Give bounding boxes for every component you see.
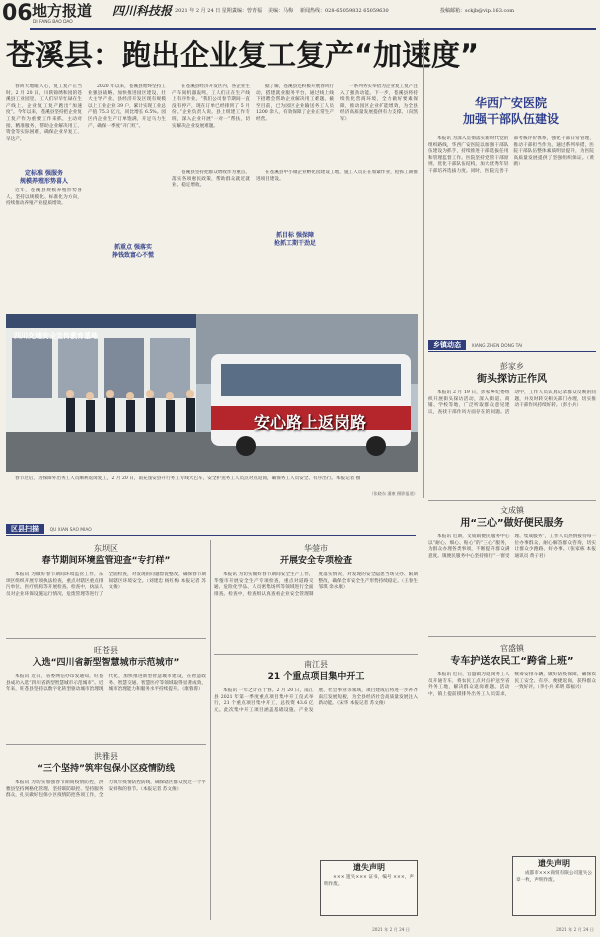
notice-text-right: 成都市×××商贸有限公司遗失公章一枚，声明作废。 xyxy=(516,871,592,883)
contact-email: 投稿邮箱：sckjb@vip.163.com xyxy=(440,8,515,14)
peng-kicker: 彭家乡 xyxy=(500,362,524,371)
section-title: 地方报道 xyxy=(32,2,93,20)
news-photo xyxy=(6,314,418,472)
lead-article-col4: 据了解，苍溪县还积极开展春风行动，搭建就业服务平台，通过线上线下招聘会帮助企业解决用工难题。截至目前，已为园区企业输送务工人员 1200 余人，有效保障了企业正常生产经营。 xyxy=(256,84,334,122)
notice-box-right xyxy=(512,856,596,916)
lead-subhead-3: 抓目标 强保障 抢抓工期干劲足 xyxy=(273,232,316,247)
wangcang-kicker: 旺苍县 xyxy=(94,646,118,655)
notice-title-right: 遗失声明 xyxy=(538,859,570,868)
lead-headline: 苍溪县：跑出企业复工复产“加速度” xyxy=(6,38,480,72)
guansheng-title: 专车护送农民工“跨省上班” xyxy=(450,656,574,667)
town-news-header xyxy=(428,340,596,352)
section-title-en: DI FANG BAO DAO xyxy=(33,20,73,25)
lead-subhead-1: 定标准 强服务 规模养殖形势喜人 xyxy=(19,170,68,185)
lead-article-col3: 在苍溪县经济开发区内，各企业生产车间机器轰鸣，工人们正在生产线上有序作业。“我们公司春节期间一直没有停产，现在订单已经排到了 5 月份。”企业负责人说。县上组建工作专班，深入企业开展“一对一”帮扶，切实解决企业发展难题。 xyxy=(172,84,250,129)
designer: 美编：马梅 xyxy=(268,8,294,14)
editor: 责编：曾青福 xyxy=(232,8,263,14)
lead-subhead-2: 抓重点 强落实 挣钱致富心不慌 xyxy=(111,244,154,259)
notice-title-mid: 遗失声明 xyxy=(353,863,385,872)
divider-3 xyxy=(6,638,206,639)
masthead-rule xyxy=(30,28,596,30)
hospital-article: 本报讯 为深入贯彻落实新时代党的组织路线，华西广安医院以加强干部队伍建设为抓手，持续推进干部选拔任用和管理监督工作。医院坚持党管干部原则，优化干部队伍结构，加大优秀年轻干部培养选拔力度。同时，医院完善干部考核评价体系，强化干部日常管理，推动干部担当作为。通过系列举措，医院干部队伍整体素质明显提升，为医院高质量发展提供了坚强组织保证。（黄鸥） xyxy=(428,136,594,174)
nanjiang-kicker: 南江县 xyxy=(304,660,328,669)
photo-credit: （张晓东 潘康 摄影报道） xyxy=(369,491,418,496)
nanjiang-article: 本报讯 一年之计在于春。2 月 20 日，南江县 2021 年第一季度重点项目集中开工仪式举行，21 个重点项目集中开工，总投资 43.6 亿元。此次集中开工项目涵盖基础设施、产业发展、社会事业等领域，项目建成后将进一步补齐南江发展短板，为全县经济社会高质量发展注入新动能。（宋华 本报记者 苏文俊） xyxy=(214,688,418,713)
divider-2 xyxy=(428,636,596,637)
wencheng-title: 用“三心”做好便民服务 xyxy=(460,518,564,529)
footer-date-right: 2021 年 2 月 24 日 xyxy=(556,927,594,932)
issue-date: 2021 年 2 月 24 日 星期三 xyxy=(175,8,237,14)
dongba-kicker: 东坝区 xyxy=(94,544,118,553)
hongya-kicker: 洪雅县 xyxy=(94,752,118,761)
hotline: 新闻热线：028-65059832 65059630 xyxy=(300,8,389,14)
masthead xyxy=(0,0,600,36)
town-news-label-en: XIANG ZHEN DONG TAI xyxy=(471,344,523,349)
column-divider xyxy=(423,38,424,498)
lead-article-col5: 一系列务实举措为企业复工复产注入了强劲动能。下一步，苍溪县将持续优化营商环境，全力做好要素保障，推动园区企业扩能增效，为全县经济高质量发展提供有力支撑。（向凯军） xyxy=(340,84,418,122)
huaying-kicker: 华蓥市 xyxy=(304,544,328,553)
peng-article: 本报讯 2 月 19 日，彭家乡纪委组织开展街头探访活动，深入街道、商铺、学校等地，广泛听取群众意见建议，查找干部作风方面存在的问题。活动中，工作人员认真记录群众反映的问题，并及时转交相关部门办理，切实推动干部作风持续好转。（彭小兵） xyxy=(428,390,596,415)
dongba-article: 本报讯 为做好春节期间环境监管工作，东坝区组织开展专项执法检查，重点对辖区重点排污单位、医疗机构等开展检查。检查中，执法人员对企业环保设施运行情况、危废管理等进行了全面检查，对发现的问题督促整改，确保春节期间辖区环境安全。（刘建忠 杨红梅 本报记者 苏文俊） xyxy=(6,572,206,597)
photo-caption: 春节过后，为保障外出务工人员顺利返岗复工，2 月 20 日，南充蓬安县开行务工专线大巴车，安全护送务工人员点对点返岗，确保务工人员安全、有序出行。本报记者 摄 xyxy=(15,476,361,481)
guansheng-kicker: 官盛镇 xyxy=(500,644,524,653)
peng-title: 街头探访正作风 xyxy=(477,374,547,385)
photo-overlay-title: 安心路上返岗路 xyxy=(254,413,367,432)
hongya-article: 本报讯 为切实加强春节期间疫情防控，洪雅县坚持网格化管理、坚持联防联控、坚持服务群众，扎实做好包保小区疫情防控各项工作，全力筑牢疫情防控防线，确保辖区群众度过一个平安祥和的春节。（本报记者 苏文俊） xyxy=(6,780,206,799)
divider-4 xyxy=(6,744,206,745)
lead-subhead-2-text: 苍溪县坚持把群众增收作为重点，落实各项惠民政策，帮助群众就近就业、稳定增收。 xyxy=(172,170,250,189)
wencheng-kicker: 文成镇 xyxy=(500,506,524,515)
wencheng-article: 本报讯 近期，文成镇便民服务中心以“耐心、细心、贴心”的“三心”服务，为群众办理各类事项，不断提升群众满意度。镇便民服务中心坚持推行“一窗受理、集成服务”，工作人员热情接待每一位办事群众，耐心解答群众咨询，切实让群众少跑路、好办事。（张家栋 本报通讯员 黄子君） xyxy=(428,534,596,559)
divider-5 xyxy=(214,654,418,655)
footer-date-left: 2021 年 2 月 24 日 xyxy=(372,927,410,932)
dongba-title: 春节期间环境监管迎查“专打样” xyxy=(41,556,171,566)
hospital-title-2: 加强干部队伍建设 xyxy=(462,112,559,126)
lead-subhead-1-text: 近年，苍溪县规模养殖形势喜人，坚持以规模化、标准化为方向，持续推动养殖产业提质增效。 xyxy=(6,188,82,207)
lead-subhead-3-text: 在苍溪县中小微企业孵化园建设工地，施工人员正在加紧作业，抢抓工期推进项目建设。 xyxy=(256,170,418,182)
hospital-title-1: 华西广安医院 xyxy=(474,96,547,110)
wangcang-article: 本报讯 近日，省委网信办印发通知，旺苍县成功入选“四川省新型智慧城市示范城市”。近年来，旺苍县坚持以数字化转型驱动城市治理现代化，加快推进新型智慧城市建设，在智慧政务、智慧交通、智慧医疗等领域取得显著成效，城市治理能力和服务水平持续提升。（康蓉蓉） xyxy=(6,674,206,693)
huaying-title: 开展安全专项检查 xyxy=(279,556,352,566)
region-label-en: QU XIAN SAO MIAO xyxy=(49,528,92,533)
notice-text-mid: ××× 遗失××× 证书，编号 ×××，声明作废。 xyxy=(324,875,414,887)
paper-name: 四川科技报 xyxy=(112,4,173,18)
nanjiang-title: 21 个重点项目集中开工 xyxy=(267,672,365,682)
town-news-label: 乡镇动态 xyxy=(428,340,466,350)
guansheng-article: 本报讯 近日，官盛镇为返岗务工人员开通专车，将农民工点对点护送至省外务工地，解决群众返岗难题。活动中，镇上提前摸排外出务工人员需求，统筹安排车辆，做好防疫保障，确保农民工安全、有序、便捷返岗，获得群众一致好评。（李小兵 邓明 郑福兴） xyxy=(428,672,596,697)
lead-article-col1: 春回大地暖人心，复工复产正当时。2 月 20 日，川陕锦绣和园的苍溪县工业园里，工人们早早忙碌在生产线上，企业复工复产跑出“加速度”。今年以来，苍溪县坚持把企业复工复产作为重要工作来抓，主动对接、精准服务，帮助企业解决用工、资金等实际困难，确保企业早复工、早达产。 xyxy=(6,84,82,142)
photo-sign: 四川交通安全宣传教育基地 xyxy=(14,332,98,340)
hongya-title: “三个坚持”筑牢包保小区疫情防线 xyxy=(37,764,175,774)
region-header xyxy=(6,524,416,536)
huaying-article: 本报讯 为切实做好春节期间安全生产工作，华蓥市开展安全生产专项检查，重点对道路交通、危险化学品、人员密集场所等领域进行全面排查。检查中，检查组认真查看企业安全管理制度落实情况，对发现的安全隐患当场交办、限期整改，确保全市安全生产形势持续稳定。（王春生 邹琪 余永康） xyxy=(214,572,418,597)
lead-article-col2: 2020 年以来，苍溪县始终坚持工业强县战略，加快推进园区建设，壮大主导产业。县经济开发区现有规模以上工业企业 39 户，累计实现工业总产值 75.3 亿元，同比增长 6.5%。园区内企业生产订单饱满，开足马力生产，确保一季度“开门红”。 xyxy=(88,84,166,129)
notice-box-mid xyxy=(320,860,418,916)
column-divider-mid xyxy=(210,540,211,920)
divider-1 xyxy=(428,500,596,501)
wangcang-title: 入选“四川省新型智慧城市示范城市” xyxy=(32,658,180,668)
region-label: 区县扫描 xyxy=(6,524,44,534)
page-number: 06 xyxy=(2,1,33,26)
